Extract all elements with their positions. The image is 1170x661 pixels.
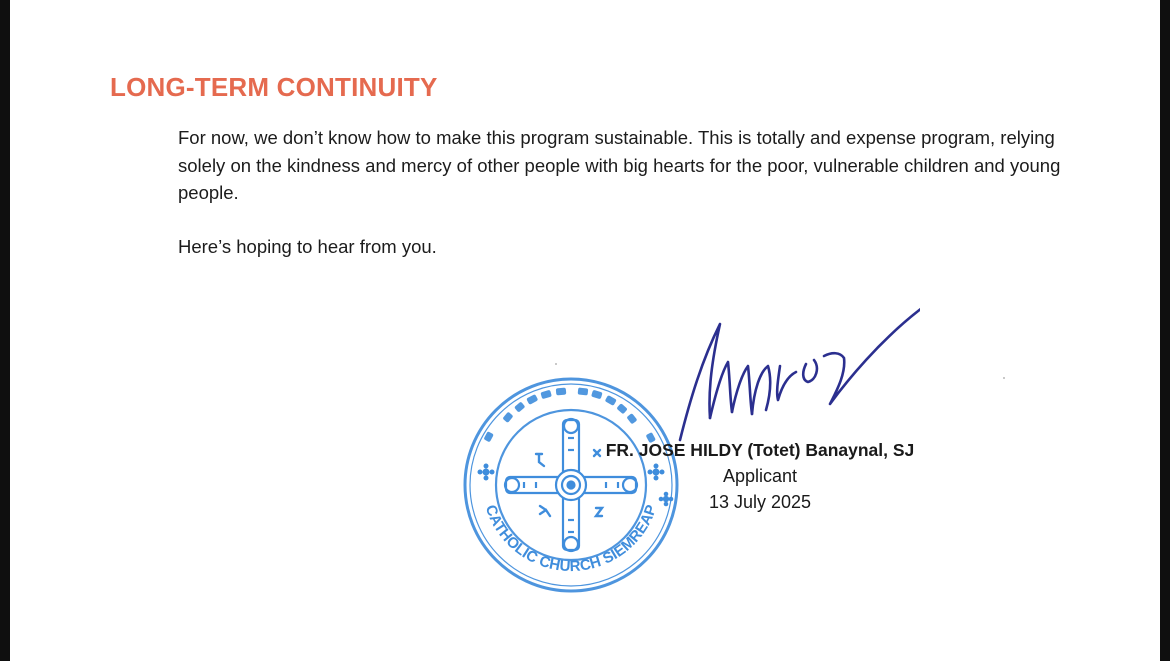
handwritten-signature <box>650 300 920 450</box>
seal-flower-icon <box>478 464 495 481</box>
body-paragraph: For now, we don’t know how to make this program sustainable. This is totally and expense program, relying solely on the kindness and mercy of other people with big hearts for the poor, vulnerable children and young people. <box>178 127 1061 203</box>
section-heading: LONG-TERM CONTINUITY <box>110 72 438 102</box>
seal-quadrant-mark <box>536 454 544 466</box>
seal-quadrant-mark <box>540 506 550 516</box>
signature-date: 13 July 2025 <box>708 492 812 512</box>
closing-line: Here’s hoping to hear from you. <box>178 236 437 257</box>
signatory-name: FR. JOSE HILDY (Totet) Banaynal, SJ <box>605 440 915 460</box>
scan-speck <box>1003 377 1005 379</box>
signature-block <box>570 437 950 515</box>
scan-speck <box>555 363 557 365</box>
document-page <box>10 0 1160 661</box>
seal-bottom-text: CATHOLIC CHURCH SIEMREAP <box>481 502 661 576</box>
signatory-role: Applicant <box>722 466 798 486</box>
